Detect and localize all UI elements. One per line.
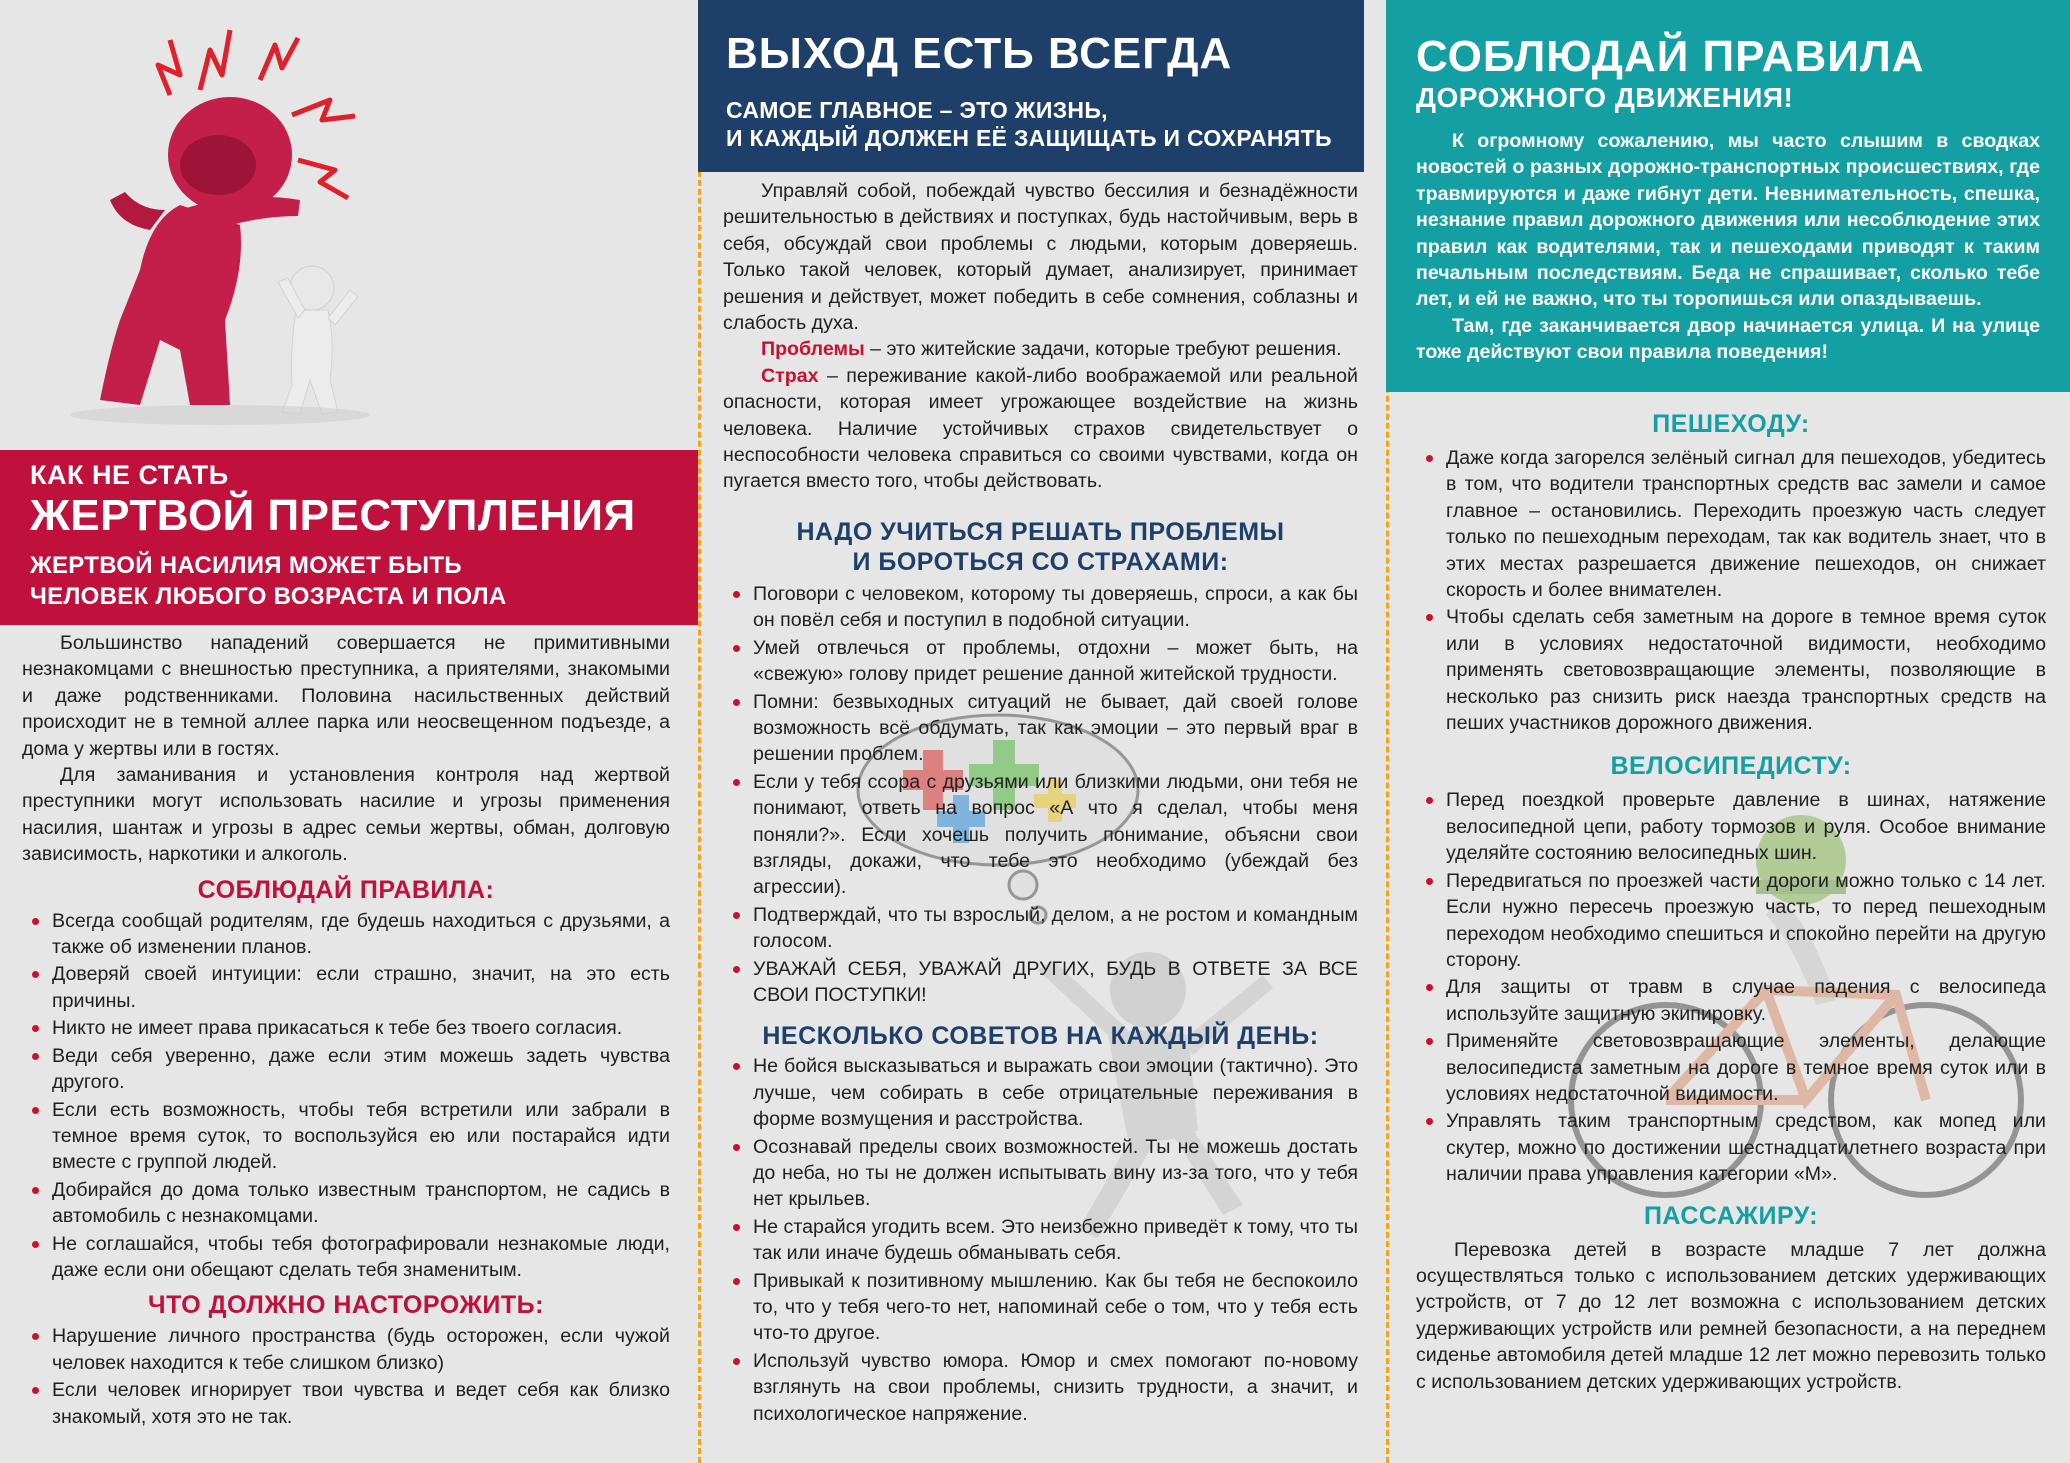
list-item: Чтобы сделать себя заметным на дороге в темное время суток или в условиях недостаточной видимости, необходимо применять световозвращающие элементы, позволяющие в несколько раз снизить риск наезда транспортных средств на пеших участников дорожного движения.	[1416, 604, 2046, 736]
banner-paragraph: К огромному сожалению, мы часто слышим в сводках новостей о разных дорожно-транспортных происшествиях, где травмируются и даже гибнут дети. Невнимательность, спешка, незнание правил дорожного движения или несоблюдение этих правил как водителями, так и пешеходами приводят к таким печальным последствиям. Беда не спрашивает, сколько тебе лет, и ей не важно, что ты торопишься или опаздываешь.	[1416, 130, 2040, 311]
list-item: Помни: безвыходных ситуаций не бывает, дай своей голове возможность всё обдумать, так как эмоции – это первый враг в решении проблем.	[723, 689, 1358, 768]
way-out-body	[723, 178, 1358, 1428]
list-item: Всегда сообщай родителям, где будешь находиться с друзьями, а также об изменении планов.	[22, 908, 670, 961]
way-out-banner	[698, 0, 1364, 172]
list-item: Добирайся до дома только известным транспортом, не садись в автомобиль с незнакомцами.	[22, 1177, 670, 1230]
passenger-heading: ПАССАЖИРУ:	[1643, 1201, 1819, 1230]
learn-heading-line-2: И БОРОТЬСЯ СО СТРАХАМИ:	[852, 547, 1229, 576]
banner-title: ВЫХОД ЕСТЬ ВСЕГДА	[726, 29, 1233, 78]
column-road-rules	[1386, 0, 2070, 1463]
list-item: Не старайся угодить всем. Это неизбежно приведёт к тому, что ты так или иначе будешь обманывать себя.	[723, 1214, 1358, 1267]
list-item: Привыкай к позитивному мышлению. Как бы тебя не беспокоило то, что у тебя чего-то нет, напоминай себе о том, что у тебя есть что-то другое.	[723, 1268, 1358, 1347]
learn-list	[723, 581, 1358, 1009]
fear-definition: – переживание какой-либо воображаемой или реальной опасности, которая имеет угрожающее воздействие на жизнь человека. Наличие устойчивых страхов свидетельствует о неспособности человека справиться со своими чувствами, когда он пугается вместо того, чтобы действовать.	[723, 364, 1358, 493]
victim-body	[22, 627, 670, 1431]
victim-banner	[0, 450, 698, 625]
list-item: Доверяй своей интуиции: если страшно, значит, на это есть причины.	[22, 961, 670, 1014]
list-item: Подтверждай, что ты взрослый, делом, а не ростом и командным голосом.	[723, 902, 1358, 955]
list-item: Для защиты от травм в случае падения с велосипеда используйте защитную экипировку.	[1416, 974, 2046, 1027]
tips-list	[723, 1053, 1358, 1427]
fear-term: Страх	[761, 364, 819, 387]
rules-list	[22, 908, 670, 1284]
list-item: Осознавай пределы своих возможностей. Ты не можешь достать до неба, но ты не должен испытывать вину из-за того, что у тебя нет крыльев.	[723, 1134, 1358, 1213]
road-banner	[1386, 0, 2070, 392]
cyclist-list	[1416, 787, 2046, 1187]
intro-paragraph: Управляй собой, побеждай чувство бессилия и безнадёжности решительностью в действиях и поступках, будь настойчивым, верь в себя, обсуждай свои проблемы с людьми, которым доверяешь. Только такой человек, который думает, анализирует, принимает решения и действует, может победить в себе сомнения, соблазны и слабость духа.	[723, 180, 1358, 335]
banner-subtitle: ДОРОЖНОГО ДВИЖЕНИЯ!	[1416, 82, 1794, 113]
list-item: Передвигаться по проезжей части дороги можно только с 14 лет. Если нужно пересечь проезжую часть, то перед пешеходным переходом необходимо спешиться и спокойно перейти на другую сторону.	[1416, 868, 2046, 974]
column-way-out	[698, 0, 1386, 1463]
road-body	[1416, 410, 2046, 1395]
tips-heading: НЕСКОЛЬКО СОВЕТОВ НА КАЖДЫЙ ДЕНЬ:	[762, 1022, 1319, 1051]
fear-paragraph	[723, 363, 1358, 495]
learn-heading	[723, 517, 1358, 577]
list-item: Управлять таким транспортным средством, как мопед или скутер, можно по достижении шестнадцатилетнего возраста при наличии права управления категории «М».	[1416, 1108, 2046, 1187]
list-item: Умей отвлечься от проблемы, отдохни – может быть, на «свежую» голову придет решение данной житейской трудности.	[723, 635, 1358, 688]
list-item: Перед поездкой проверьте давление в шинах, натяжение велосипедной цепи, работу тормозов и руля. Особое внимание уделяйте состоянию велосипедных шин.	[1416, 787, 2046, 866]
list-item: Используй чувство юмора. Юмор и смех помогают по-новому взглянуть на свои проблемы, снизить трудности, а значит, и психологическое напряжение.	[723, 1348, 1358, 1427]
column-victim	[0, 0, 698, 1463]
banner-title: ЖЕРТВОЙ ПРЕСТУПЛЕНИЯ	[30, 491, 636, 540]
alert-heading: ЧТО ДОЛЖНО НАСТОРОЖИТЬ:	[148, 1291, 544, 1320]
angry-figure-illustration	[30, 20, 430, 440]
banner-subtitle-2: ЧЕЛОВЕК ЛЮБОГО ВОЗРАСТА И ПОЛА	[30, 583, 507, 610]
list-item: УВАЖАЙ СЕБЯ, УВАЖАЙ ДРУГИХ, БУДЬ В ОТВЕТЕ ЗА ВСЕ СВОИ ПОСТУПКИ!	[723, 956, 1358, 1009]
problems-definition: – это житейские задачи, которые требуют решения.	[864, 338, 1342, 361]
list-item: Если есть возможность, чтобы тебя встретили или забрали в темное время суток, то воспользуйся ею или постарайся идти вместе с группой людей.	[22, 1097, 670, 1176]
list-item: Если человек игнорирует твои чувства и ведет себя как близко знакомый, хотя это не так.	[22, 1377, 670, 1430]
alerts-list	[22, 1323, 670, 1430]
cyclist-heading: ВЕЛОСИПЕДИСТУ:	[1610, 752, 1852, 781]
problems-term: Проблемы	[761, 338, 865, 361]
list-item: Не бойся высказываться и выражать свои эмоции (тактично). Это лучше, чем собирать в себе отрицательные переживания в форме возмущения и расстройства.	[723, 1053, 1358, 1132]
learn-heading-line-1: НАДО УЧИТЬСЯ РЕШАТЬ ПРОБЛЕМЫ	[796, 517, 1285, 546]
banner-subtitle-1: ЖЕРТВОЙ НАСИЛИЯ МОЖЕТ БЫТЬ	[30, 552, 462, 579]
list-item: Никто не имеет права прикасаться к тебе без твоего согласия.	[22, 1015, 670, 1041]
list-item: Даже когда загорелся зелёный сигнал для пешеходов, убедитесь в том, что водители транспортных средств вас замели и самое главное – остановились. Переходить проезжую часть следует только по пешеходным переходам, так как водитель знает, что в этих местах разрешается движение пешеходов, он снижает скорость и более внимателен.	[1416, 445, 2046, 603]
intro-paragraph: Для заманивания и установления контроля над жертвой преступники могут использовать насилие и угрозы применения насилия, шантаж и угрозы в адрес семьи жертвы, обман, долговую зависимость, наркотики и алкоголь.	[22, 764, 670, 866]
passenger-paragraph: Перевозка детей в возрасте младше 7 лет должна осуществляться только с использованием детских удерживающих устройств, от 7 до 12 лет возможна с использованием детских удерживающих устройств или ремней безопасности, а на переднем сиденье автомобиля детей младше 12 лет можно перевозить только с использованием детских удерживающих устройств.	[1416, 1238, 2046, 1393]
banner-subtitle-2: И КАЖДЫЙ ДОЛЖЕН ЕЁ ЗАЩИЩАТЬ И СОХРАНЯТЬ	[726, 125, 1332, 151]
list-item: Нарушение личного пространства (будь осторожен, если чужой человек находится к тебе слишком близко)	[22, 1323, 670, 1376]
problems-paragraph	[723, 336, 1358, 362]
pedestrian-heading: ПЕШЕХОДУ:	[1652, 410, 1810, 438]
list-item: Применяйте световозвращающие элементы, делающие велосипедиста заметным на дороге в темное время суток или в условиях недостаточной видимости.	[1416, 1028, 2046, 1107]
banner-paragraph: Там, где заканчивается двор начинается улица. И на улице тоже действуют свои правила поведения!	[1416, 314, 2040, 364]
banner-title: СОБЛЮДАЙ ПРАВИЛА	[1416, 32, 1925, 81]
banner-line-1: КАК НЕ СТАТЬ	[30, 460, 229, 490]
list-item: Если у тебя ссора с друзьями или близкими людьми, они тебя не понимают, ответь на вопрос «А что я сделал, чтобы меня поняли?». Если хочешь получить понимание, объясни свои взгляды, докажи, что тебе это необходимо (убеждай без агрессии).	[723, 769, 1358, 901]
intro-paragraph: Большинство нападений совершается не примитивными незнакомцами с внешностью преступника, а приятелями, знакомыми и даже родственниками. Половина насильственных действий происходит не в темной аллее парка или неосвещенном подъезде, а дома у жертвы или в гостях.	[22, 632, 670, 760]
list-item: Поговори с человеком, которому ты доверяешь, спроси, а как бы он повёл себя и поступил в подобной ситуации.	[723, 581, 1358, 634]
rules-heading: СОБЛЮДАЙ ПРАВИЛА:	[197, 875, 495, 904]
list-item: Не соглашайся, чтобы тебя фотографировали незнакомые люди, даже если они обещают сделать тебя знаменитым.	[22, 1231, 670, 1284]
list-item: Веди себя уверенно, даже если этим можешь задеть чувства другого.	[22, 1043, 670, 1096]
pedestrian-list	[1416, 445, 2046, 736]
banner-subtitle-1: САМОЕ ГЛАВНОЕ – ЭТО ЖИЗНЬ,	[726, 97, 1108, 123]
